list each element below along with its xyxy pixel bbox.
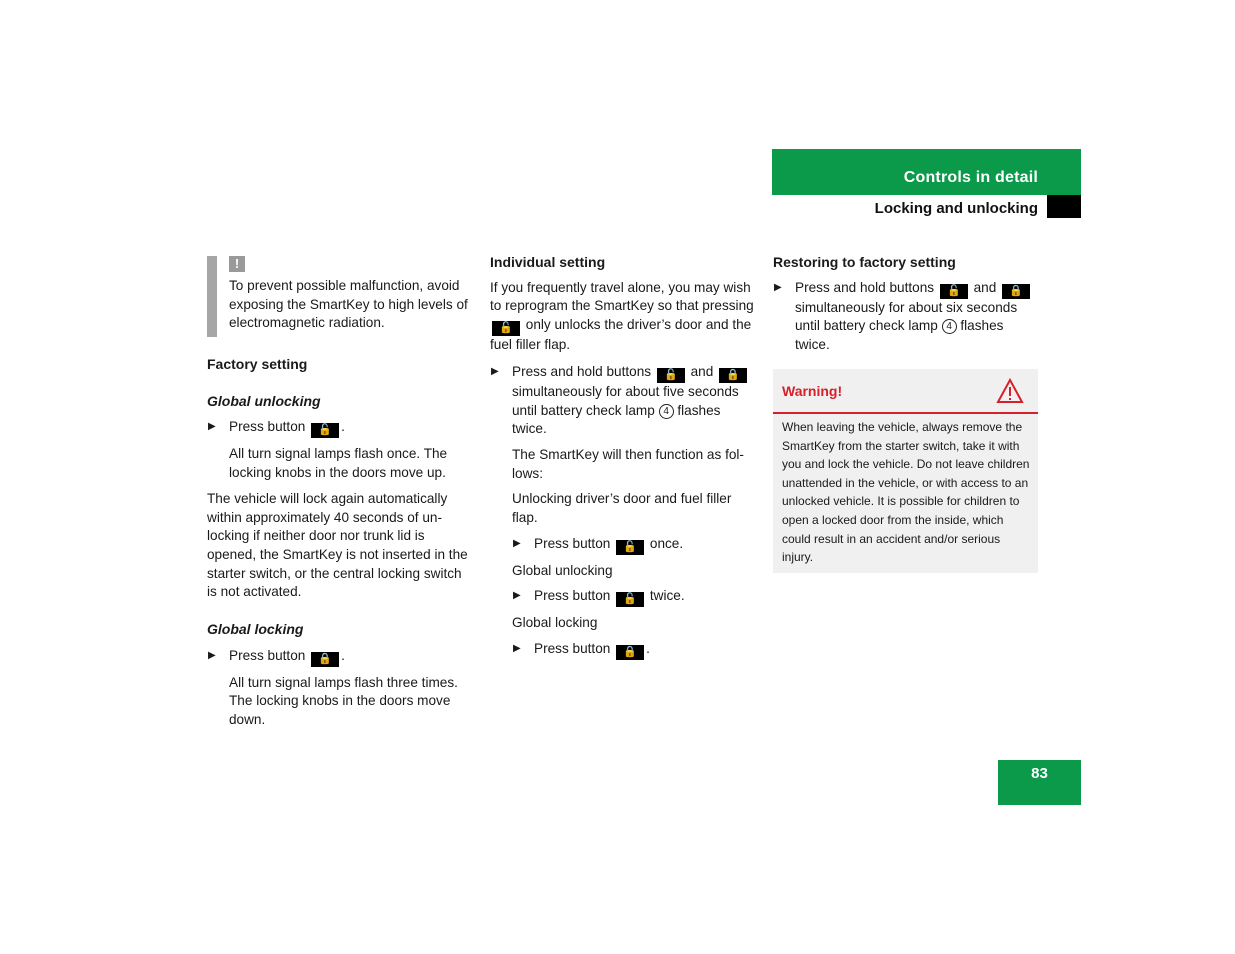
column-2: [490, 253, 755, 660]
global-unlocking-heading: Global unlocking: [207, 392, 321, 409]
section-title: Controls in detail: [903, 169, 1038, 186]
triangle-right-icon: ▶: [774, 281, 782, 293]
step-press-unlock: ▶ Press button 🔓 .: [208, 419, 345, 437]
triangle-right-icon: ▶: [513, 590, 521, 602]
global-locking-heading: Global locking: [207, 621, 304, 638]
triangle-right-icon: ▶: [513, 537, 521, 549]
warning-header: [773, 369, 1038, 414]
page-number: 83: [998, 760, 1081, 805]
lock-button-icon: 🔒: [719, 368, 747, 383]
lock-result: All turn signal lamps flash three times. The locking knobs in the doors move down.: [229, 674, 458, 728]
lock-button-icon: 🔒: [616, 645, 644, 660]
lamp-number-badge: 4: [942, 319, 957, 334]
warning-label: Warning!: [782, 383, 843, 399]
step-press-lock-2: ▶ Press button 🔒 .: [513, 641, 650, 659]
individual-intro: If you frequently travel alone, you may wish to reprogram the SmartKey so that pressing 🔓 only unlocks the driver’s door and the fuel filler flap.: [490, 279, 754, 353]
note-bar: [207, 256, 217, 337]
unlock-button-icon: 🔓: [492, 321, 520, 336]
triangle-right-icon: ▶: [513, 643, 521, 655]
unlock-button-icon: 🔓: [616, 540, 644, 555]
unlock-button-icon: 🔓: [616, 592, 644, 607]
factory-setting-heading: Factory setting: [207, 356, 308, 372]
column-1: [207, 355, 472, 730]
triangle-right-icon: ▶: [491, 365, 499, 377]
global-unlocking-label: Global unlocking: [512, 562, 613, 578]
triangle-right-icon: ▶: [208, 649, 216, 661]
step-press-lock: ▶ Press button 🔒 .: [208, 647, 345, 665]
unlock-driver-text: Unlocking driver’s door and fuel filler flap.: [512, 491, 732, 526]
unlock-button-icon: 🔓: [311, 423, 339, 438]
auto-relock-text: The vehicle will lock again automatically within approximately 40 seconds of un-locking if neither door nor trunk lid is opened, the SmartKey is not inserted in the starter switch, or the central locking switch is not activated.: [207, 490, 468, 600]
unlock-button-icon: 🔓: [657, 368, 685, 383]
step-press-twice: ▶ Press button 🔓 twice.: [513, 588, 685, 606]
lamp-number-badge: 4: [659, 404, 674, 419]
lock-button-icon: 🔒: [311, 652, 339, 667]
triangle-right-icon: ▶: [208, 421, 216, 433]
warning-triangle-icon: [996, 378, 1024, 404]
note-exclamation-icon: !: [229, 256, 245, 272]
column-3: [773, 253, 1038, 355]
note-text: To prevent possible malfunction, avoid exposing the SmartKey to high levels of electromagnetic radiation.: [229, 278, 468, 331]
section-header-bar: [772, 149, 1081, 195]
step-restore-hold: ▶ Press and hold buttons 🔓 and 🔒 simultaneously for about six seconds until battery check lamp 4 flashes twice.: [773, 279, 1038, 355]
function-text: The SmartKey will then function as fol-lows:: [512, 446, 744, 481]
unlock-button-icon: 🔓: [940, 284, 968, 299]
subsection-marker: [1047, 195, 1081, 218]
warning-text: When leaving the vehicle, always remove the SmartKey from the starter switch, take it with you and lock the vehicle. Do not leave children unattended in the vehicle, or with access to an unlocked vehicle. It is possible for children to open a locked door from the inside, which could result in an accident and/or serious injury.: [782, 420, 1030, 565]
step-hold-buttons: ▶ Press and hold buttons 🔓 and 🔒 simultaneously for about five seconds until battery check lamp 4 flashes twice.: [490, 363, 755, 439]
subsection-title: Locking and unlocking: [874, 200, 1038, 217]
restoring-heading: Restoring to factory setting: [773, 254, 956, 270]
unlock-result: All turn signal lamps flash once. The locking knobs in the doors move up.: [229, 446, 448, 481]
lock-button-icon: 🔒: [1002, 284, 1030, 299]
individual-setting-heading: Individual setting: [490, 254, 606, 270]
step-press-once: ▶ Press button 🔓 once.: [513, 535, 684, 553]
global-locking-label: Global locking: [512, 615, 598, 631]
